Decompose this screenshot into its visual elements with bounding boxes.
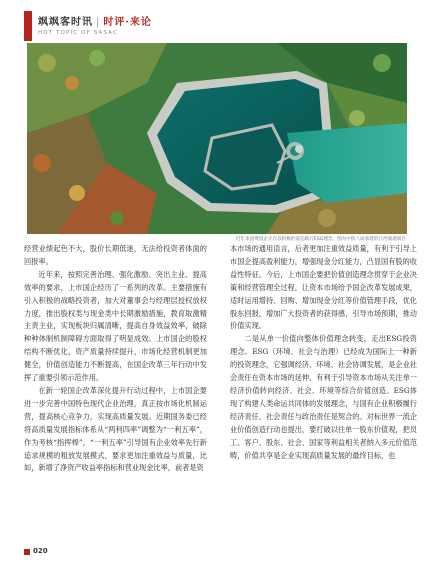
body-paragraph: 近年来，按照完善治理、强化激励、突出主业、提高效率的要求，上市国企经历了一系列的改革。主要措施有引入积极的战略投资者，加大对董事会与经理层授权放权力度，推出股权类与现金类中长期激励措施，教育取激精主责主业，实现板块归属清晰，提高自身效益效率，破除种种体制机制障碍方面取得了明显成效。上市国企的股权结构不断优化，资产质量持续提升，市场化经营机制更加健全，价值创造能力不断提高，在国企改革三年行动中发挥了重要引领示范作用。 xyxy=(24,269,207,383)
header-subtitle: HOT TOPIC OF SASAC xyxy=(38,30,118,36)
brand-name: 飒飒客时讯 xyxy=(38,17,93,28)
photo-caption: 近年来国资国企正在以积极的姿态践行ESG理念。图为中铁八局承建的江西旅游项目 xyxy=(235,237,406,242)
header-accent-bar xyxy=(24,11,32,41)
page-header xyxy=(24,8,414,40)
aerial-reservoir-illustration xyxy=(27,43,407,234)
body-paragraph: 二是从单一价值向整体价值理念转变，走出ESG投资理念。ESG（环境、社会与治理）已经成为国际上一种新的投资理念，它强调经济、环境、社会协调发展，是企业社会责任在资本市场的延伸，有利于引导资本市场从关注单一经济价值转向经济、社会、环境等综合价值创造。ESG体现了构建人类命运共同体的发展理念，与国有企业积极履行经济责任、社会责任与政治责任是契合的。对标世界一流企业价值创造行动也提出，要打破以往单一股东价值观，把员工、客户、股东、社会、国家等利益相关者纳入多元价值范畴，价值共享是企业实现高质量发展的最终目标，也 xyxy=(230,334,417,460)
aerial-photo xyxy=(27,43,407,234)
body-column-right xyxy=(230,243,417,462)
body-paragraph: 本市场的通用语言，后者更加注重效益质量，有利于引导上市国企提高盈利能力，增强现金分红能力，凸显国有股的收益性特征。今后，上市国企要把价值创造理念贯穿于企业决策和经营管理全过程，让资本市场给予国企改革发展成果，适时运用增持、回购、增加现金分红等价值管理手段，优化股东回报，增加广大投资者的获得感，引导市场预期，推动价值实现。 xyxy=(230,244,417,331)
page-number-marker xyxy=(24,549,30,555)
section-name: 时评·来论 xyxy=(103,17,152,28)
brand-separator: | xyxy=(96,17,101,28)
body-paragraph: 经营业绩起色不大，股价长期低迷，无法给投资者体面的回报率。 xyxy=(24,244,207,266)
page-number: 020 xyxy=(33,547,48,555)
magazine-brand xyxy=(38,13,152,28)
body-paragraph: 在新一轮国企改革深化提升行动过程中，上市国企要进一步完善中国特色现代企业治理，真正按市场化机制运营，提高核心竞争力，实现高质量发展。近期国务委已经将高质量发展指标体系从“两利四率”调整为“一利五率”，作为考核“指挥棒”，“一利五率”引导国有企业效率先行新追求规模的粗放发展模式，要求更加注重效益与质量，比如，新增了净资产收益率指标和营业现金比率，前者是资 xyxy=(24,385,207,473)
body-column-left xyxy=(24,243,207,475)
